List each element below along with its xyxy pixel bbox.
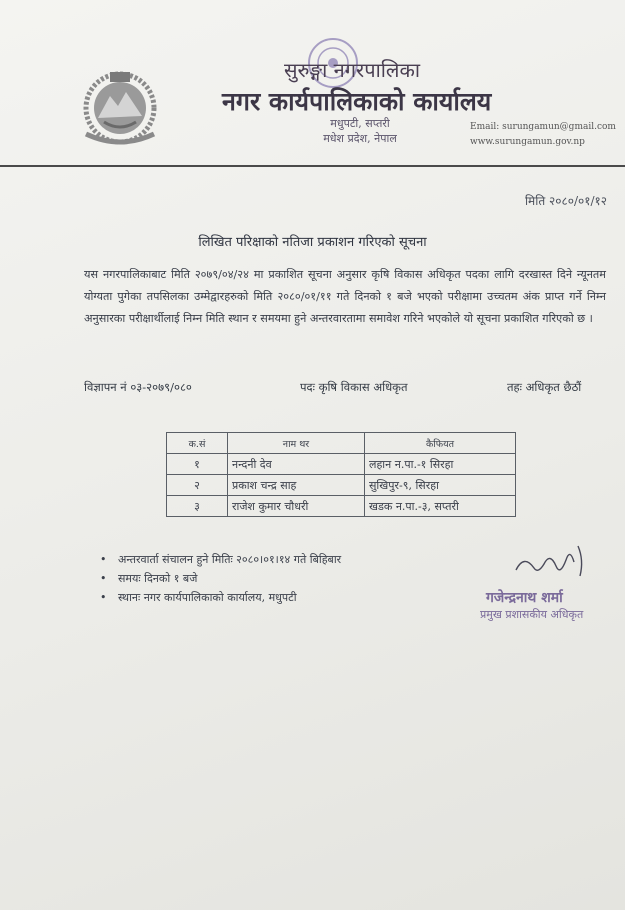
- table-row: [167, 475, 516, 496]
- website-text: www.surungamun.gov.np: [470, 137, 585, 147]
- post-name: पदः कृषि विकास अधिकृत: [300, 380, 408, 394]
- column-header: कैफियत: [365, 433, 516, 454]
- candidates-table: [166, 432, 516, 517]
- office-title: नगर कार्यपालिकाको कार्यालय: [222, 87, 492, 116]
- interview-details: [100, 550, 480, 607]
- signature-mark: [508, 540, 598, 582]
- list-item: • स्थानः नगर कार्यपालिकाको कार्यालय, मधुपटी: [100, 588, 480, 607]
- list-item: • समयः दिनको १ बजे: [100, 569, 480, 588]
- organization-name: सुरुङ्गा नगरपालिका: [284, 58, 421, 82]
- office-address: [300, 116, 420, 146]
- table-cell: लहान न.पा.-१ सिरहा: [365, 454, 516, 475]
- table-cell: नन्दनी देव: [228, 454, 365, 475]
- table-cell: राजेश कुमार चौधरी: [228, 496, 365, 517]
- table-cell: खडक न.पा.-३, सप्तरी: [365, 496, 516, 517]
- table-cell: ३: [167, 496, 228, 517]
- signatory-name: गजेन्द्रनाथ शर्मा: [486, 590, 563, 606]
- address-line: मधुपटी, सप्तरी: [330, 117, 390, 130]
- table-cell: सुखिपुर-९, सिरहा: [365, 475, 516, 496]
- table-cell: प्रकाश चन्द्र साह: [228, 475, 365, 496]
- contact-info: [470, 120, 616, 150]
- list-item: • अन्तरवार्ता संचालन हुने मितिः २०८०।०१।१४ गते बिहिबार: [100, 550, 480, 569]
- table-header-row: [167, 433, 516, 454]
- advertisement-number: विज्ञापन नं ०३-२०७९/०८०: [84, 380, 192, 394]
- header-divider: [0, 165, 625, 167]
- table-cell: १: [167, 454, 228, 475]
- nepal-emblem-icon: [80, 66, 160, 148]
- column-header: नाम थर: [228, 433, 365, 454]
- address-line: मधेश प्रदेश, नेपाल: [323, 132, 397, 145]
- notice-date: मिति २०८०/०१/१२: [524, 194, 607, 208]
- email-text: Email: surungamun@gmail.com: [470, 122, 616, 132]
- table-cell: २: [167, 475, 228, 496]
- post-level: तहः अधिकृत छैठौं: [507, 380, 582, 394]
- column-header: क.सं: [167, 433, 228, 454]
- signatory-title: प्रमुख प्रशासकीय अधिकृत: [480, 608, 584, 621]
- notice-body: यस नगरपालिकाबाट मिति २०७९/०४/२४ मा प्रकाशित सूचना अनुसार कृषि विकास अधिकृत पदका लागि दरखास्त दिने न्यूनतम योग्यता पुगेका तपसिलका उम्मेद्वारहरुको मिति २०८०/०१/११ गते दिनको १ बजे भएको परीक्षामा उच्चतम अंक प्राप्त गर्ने निम्न अनुसारका परीक्षार्थीलाई निम्न मिति स्थान र समयमा हुने अन्तरवारतामा समावेश गरिने भएकोले यो सूचना प्रकाशित गरिएको छ ।: [84, 268, 606, 325]
- table-row: [167, 496, 516, 517]
- notice-title: लिखित परिक्षाको नतिजा प्रकाशन गरिएको सूचना: [198, 235, 427, 250]
- table-row: [167, 454, 516, 475]
